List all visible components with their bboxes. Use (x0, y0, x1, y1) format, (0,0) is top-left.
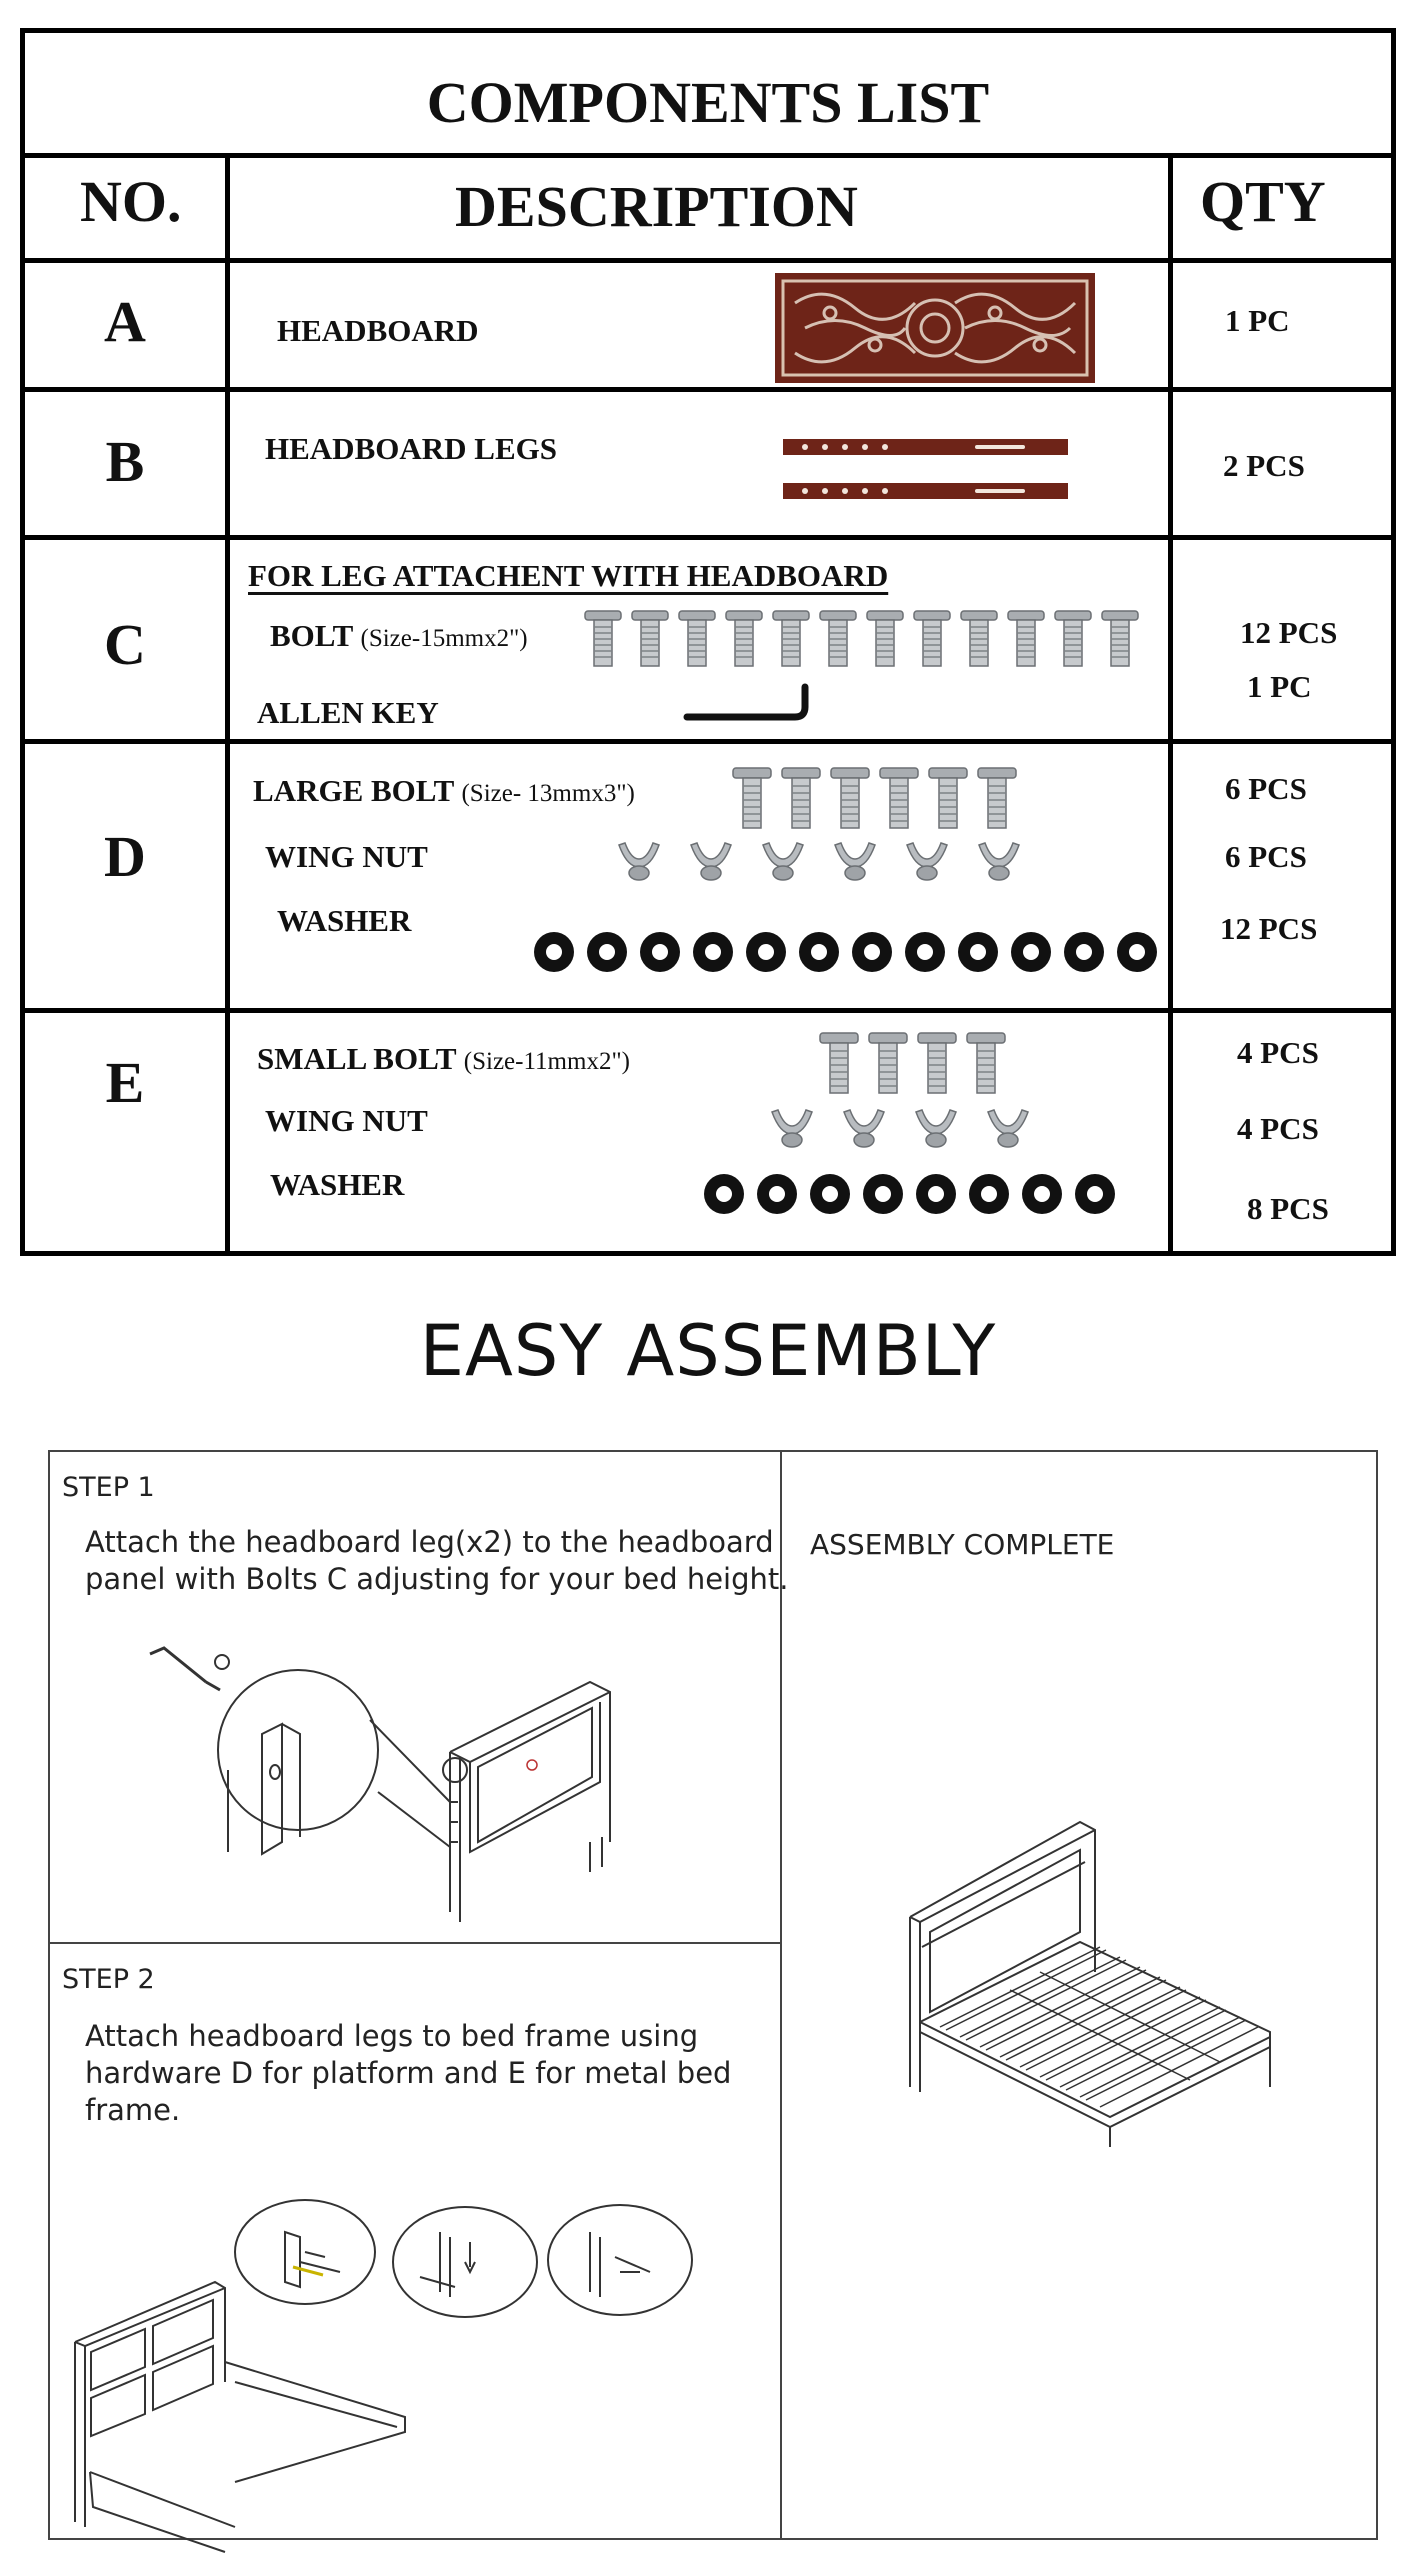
column-divider (1168, 153, 1173, 1256)
section-leg-attachment: FOR LEG ATTACHENT WITH HEADBOARD (248, 558, 889, 593)
bolts-c-image (585, 611, 1165, 671)
item-large-bolt-label: LARGE BOLT (253, 773, 454, 808)
step2-illustration (75, 2192, 775, 2532)
step1-text (85, 1524, 789, 1598)
header-no: NO. (80, 169, 182, 234)
header-description: DESCRIPTION (455, 174, 858, 239)
step2-text-line: frame. (85, 2093, 181, 2127)
assembly-panel (48, 1450, 1378, 2540)
item-bolt-size: (Size-15mmx2") (360, 625, 528, 652)
item-headboard-legs: HEADBOARD LEGS (265, 431, 557, 466)
qty-wing-nut-d: 6 PCS (1225, 839, 1307, 874)
header-qty: QTY (1200, 169, 1326, 234)
item-washer-d: WASHER (277, 903, 412, 938)
row-letter-b: B (105, 429, 145, 494)
headboard-legs-image (783, 435, 1068, 507)
item-wing-nut-e: WING NUT (265, 1103, 428, 1138)
step2-text-line: Attach headboard legs to bed frame using (85, 2019, 699, 2053)
qty-bolt: 12 PCS (1240, 615, 1338, 650)
item-wing-nut-d: WING NUT (265, 839, 428, 874)
row-letter-d: D (104, 824, 146, 889)
wing-nuts-e-image (770, 1108, 1070, 1154)
washers-e-image (703, 1173, 1133, 1217)
item-allen-key: ALLEN KEY (257, 695, 439, 730)
item-bolt (270, 618, 528, 654)
washers-d-image (533, 931, 1163, 975)
assembly-title: EASY ASSEMBLY (419, 1310, 997, 1392)
item-large-bolt-size: (Size- 13mmx3") (461, 780, 635, 807)
components-title: COMPONENTS LIST (426, 70, 990, 135)
qty-small-bolt: 4 PCS (1237, 1035, 1319, 1070)
panel-divider (50, 1942, 782, 1944)
step2-text-line: hardware D for platform and E for metal bed (85, 2056, 732, 2090)
step1-illustration (150, 1642, 650, 1932)
item-washer-e: WASHER (270, 1167, 405, 1202)
large-bolts-image (733, 768, 1033, 830)
headboard-image (775, 273, 1095, 383)
qty-headboard-legs: 2 PCS (1223, 448, 1305, 483)
row-letter-e: E (105, 1050, 145, 1115)
assembled-bed-illustration (910, 1822, 1290, 2202)
qty-allen-key: 1 PC (1247, 669, 1312, 704)
wing-nuts-d-image (617, 841, 1057, 887)
panel-divider (780, 1452, 782, 2540)
qty-headboard: 1 PC (1225, 303, 1290, 338)
step1-label: STEP 1 (62, 1472, 155, 1503)
item-small-bolt-label: SMALL BOLT (257, 1041, 457, 1076)
assembly-complete-label: ASSEMBLY COMPLETE (810, 1528, 1115, 1561)
qty-washer-e: 8 PCS (1247, 1191, 1329, 1226)
step1-text-line: Attach the headboard leg(x2) to the headboard (85, 1525, 774, 1559)
item-small-bolt (257, 1041, 630, 1077)
item-headboard: HEADBOARD (277, 313, 479, 348)
column-divider (225, 153, 230, 1256)
item-small-bolt-size: (Size-11mmx2") (463, 1048, 630, 1075)
step1-text-line: panel with Bolts C adjusting for your bed height. (85, 1562, 789, 1596)
item-large-bolt (253, 773, 635, 809)
qty-wing-nut-e: 4 PCS (1237, 1111, 1319, 1146)
small-bolts-image (820, 1033, 1010, 1095)
row-letter-c: C (104, 612, 146, 677)
item-bolt-label: BOLT (270, 618, 353, 653)
qty-large-bolt: 6 PCS (1225, 771, 1307, 806)
allen-key-image (685, 683, 815, 723)
step2-label: STEP 2 (62, 1964, 155, 1995)
row-letter-a: A (104, 289, 146, 354)
components-table (20, 28, 1396, 1256)
step2-text (85, 2018, 731, 2129)
qty-washer-d: 12 PCS (1220, 911, 1318, 946)
